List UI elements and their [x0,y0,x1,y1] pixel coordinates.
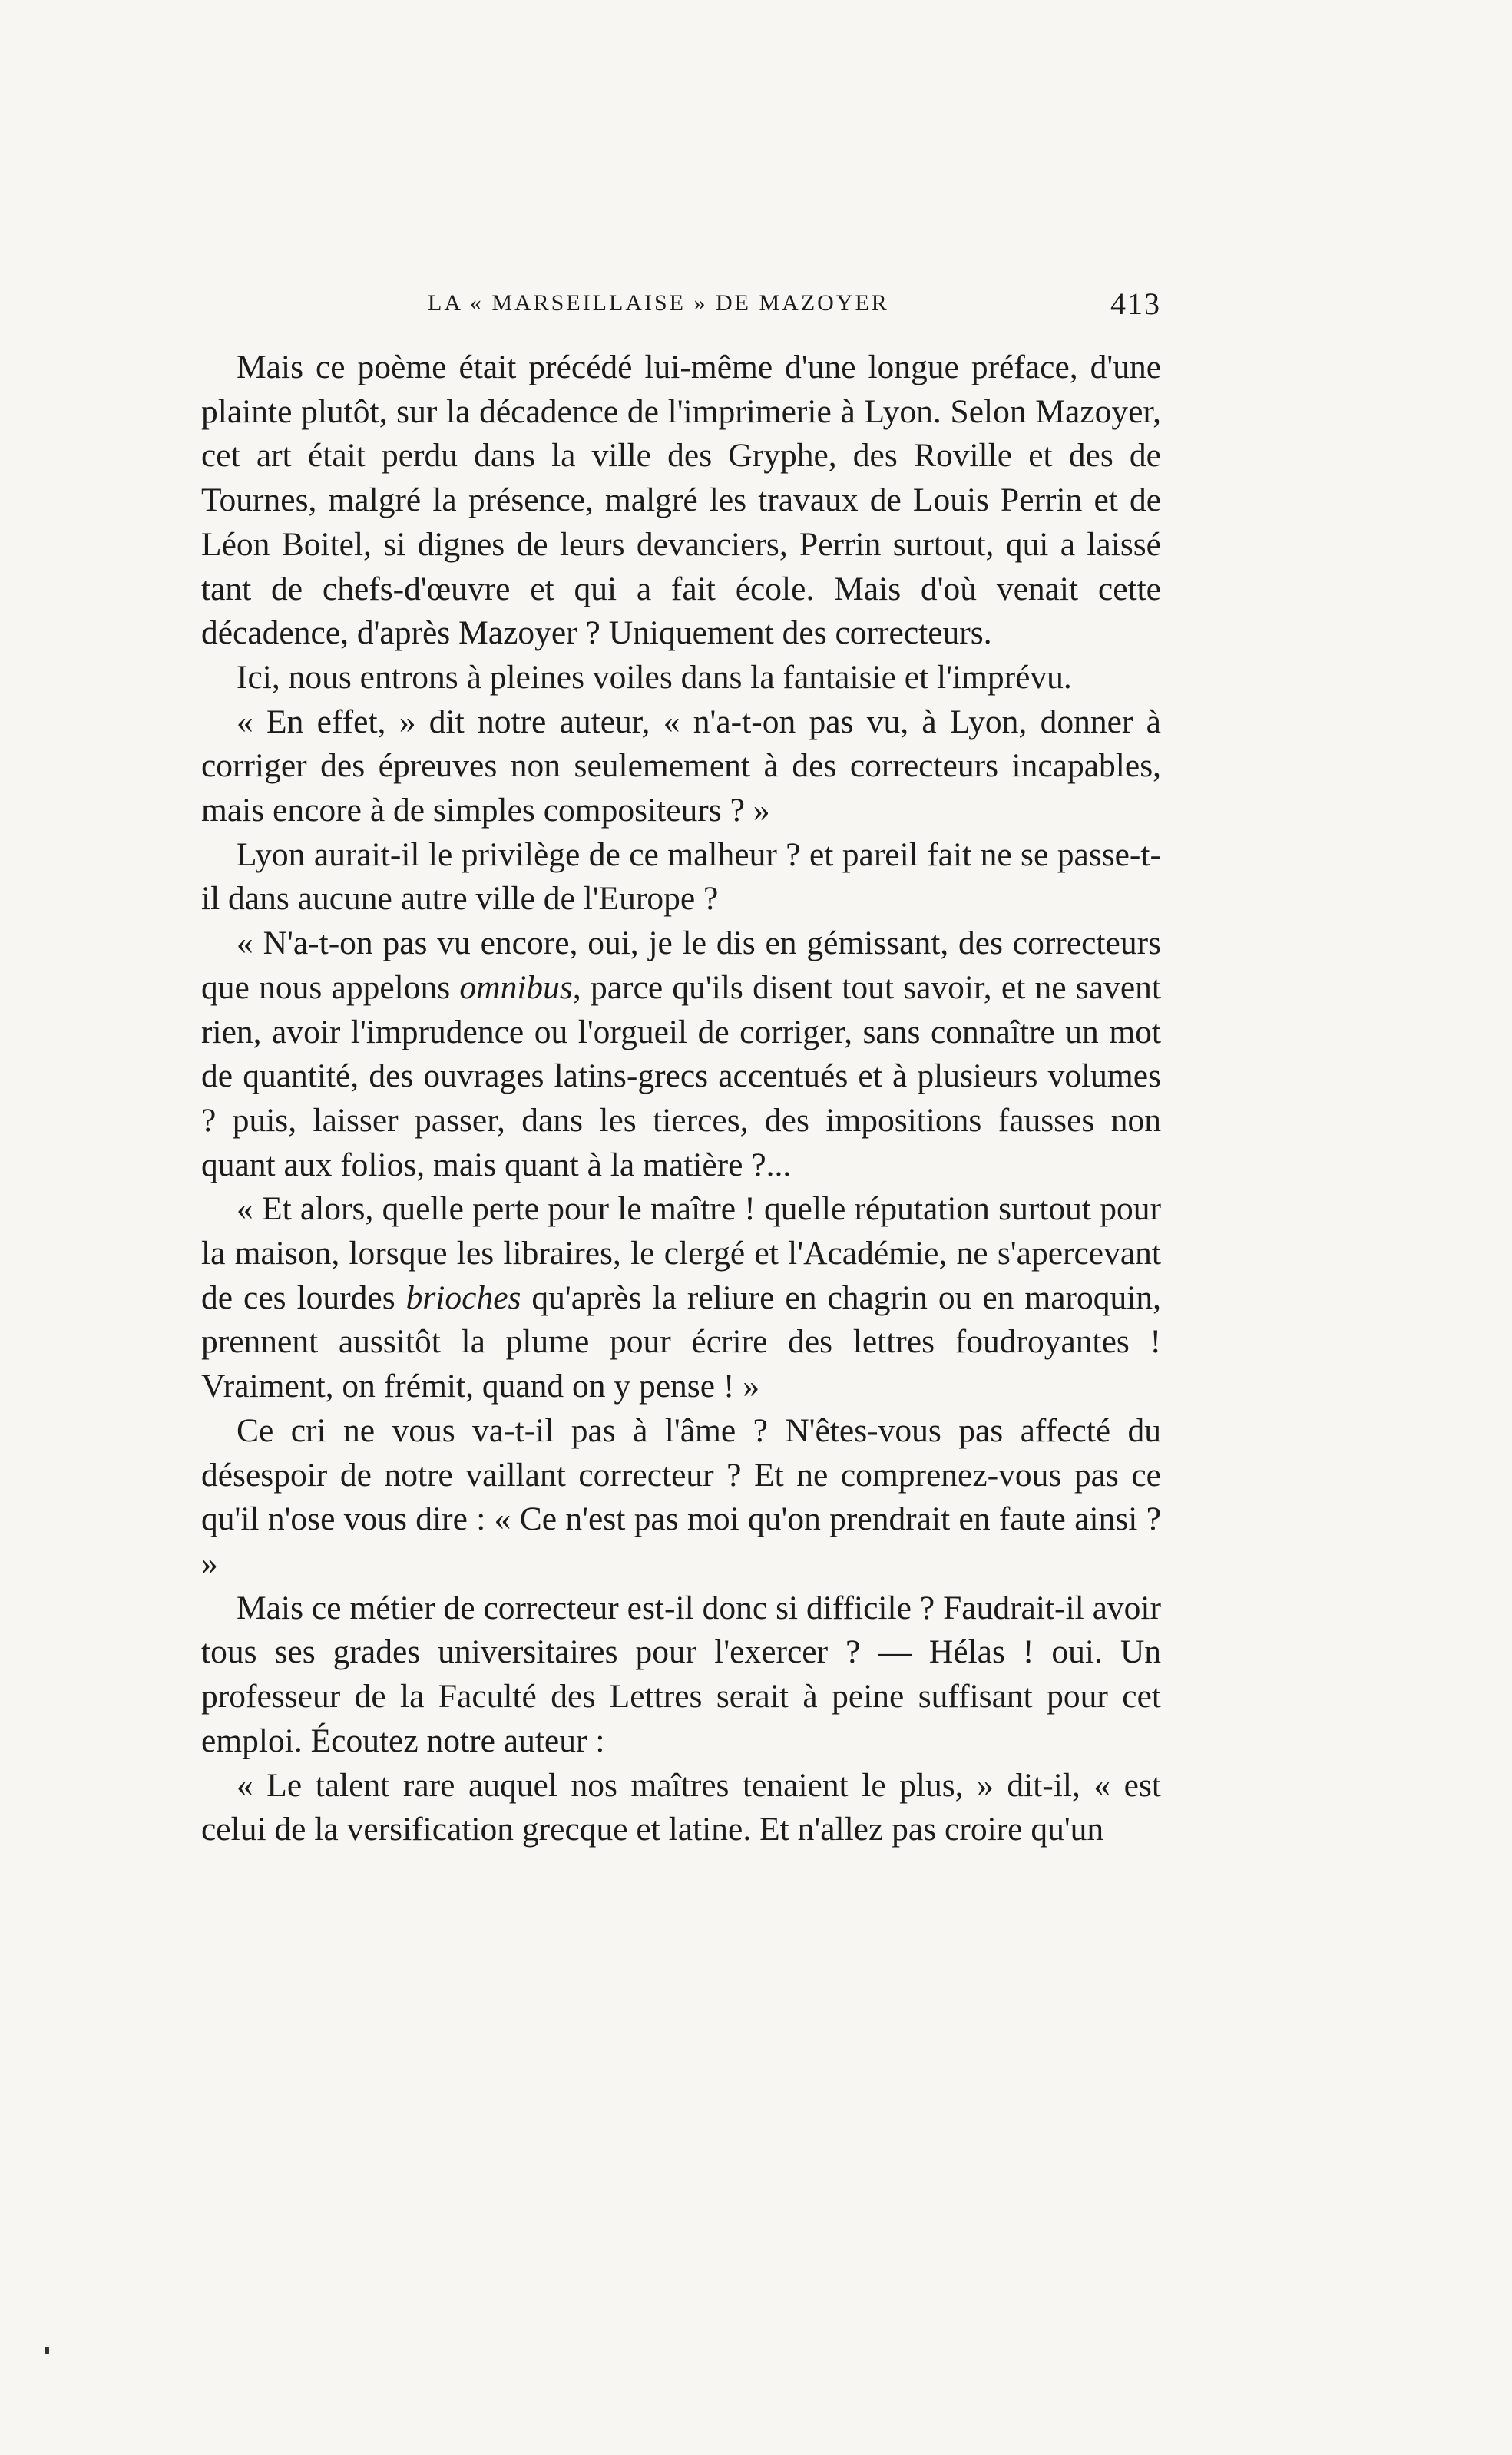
text-segment: , parce qu'ils disent tout savoir, et ne savent rien, avoir l'imprudence ou l'orgueil de corriger, sans connaître un mot de quantité, des ouvrages latins-grecs accentués et à plusieurs volumes ? puis, laisser passer, dans les tierces, des impositions fausses non quant aux folios, mais quant à la matière ?... [201,968,1161,1183]
text-segment: Lyon aurait-il le privilège de ce malheur ? et pareil fait ne se passe-t-il dans aucune autre ville de l'Europe ? [201,835,1161,918]
paragraph [201,346,1161,656]
body-text [201,346,1161,1852]
running-head [201,286,1161,332]
text-segment: Mais ce métier de correcteur est-il donc si difficile ? Faudrait-il avoir tous ses grades universitaires pour l'exercer ? — Hélas ! oui. Un professeur de la Faculté des Lettres serait à peine suffisant pour cet emploi. Écoutez notre auteur : [201,1589,1161,1759]
text-segment: « Le talent rare auquel nos maîtres tenaient le plus, » dit-il, « est celui de la versification grecque et latine. Et n'allez pas croire qu'un [201,1766,1161,1848]
running-title: LA « MARSEILLAISE » DE MAZOYER [428,290,889,316]
paragraph [201,1187,1161,1409]
text-segment: « N'a-t-on pas vu encore, oui, je le dis en gémissant, des correcteurs que nous appelons [201,925,1161,1006]
margin-speck [45,2347,49,2354]
paragraph [201,833,1161,921]
text-segment: qu'après la reliure en chagrin ou en maroquin, prennent aussitôt la plume pour écrire des lettres foudroyantes ! Vraiment, on frémit, quand on y pense ! » [201,1279,1161,1405]
text-segment: Mais ce poème était précédé lui-même d'une longue préface, d'une plainte plutôt, sur la décadence de l'imprimerie à Lyon. Selon Mazoyer, cet art était perdu dans la ville des Gryphe, des Roville et des de Tournes, malgré la présence, malgré les travaux de Louis Perrin et de Léon Boitel, si dignes de leurs devanciers, Perrin surtout, qui a laissé tant de chefs-d'œuvre et qui a fait école. Mais d'où venait cette décadence, d'après Mazoyer ? Uniquement des correcteurs. [201,349,1161,652]
text-segment: Ce cri ne vous va-t-il pas à l'âme ? N'êtes-vous pas affecté du désespoir de notre vaillant correcteur ? Et ne comprenez-vous pas ce qu'il n'ose vous dire : « Ce n'est pas moi qu'on prendrait en faute ainsi ? » [201,1411,1161,1582]
paragraph [201,1764,1161,1852]
italic-term-brioches: brioches [405,1279,521,1316]
text-segment: Ici, nous entrons à pleines voiles dans la fantaisie et l'imprévu. [237,658,1072,696]
paragraph [201,921,1161,1187]
text-segment: « En effet, » dit notre auteur, « n'a-t-on pas vu, à Lyon, donner à corriger des épreuves non seulemement à des correcteurs incapables, mais encore à de simples compositeurs ? » [201,703,1161,829]
italic-term-omnibus: omnibus [459,968,573,1006]
paragraph [201,1409,1161,1586]
paragraph [201,1586,1161,1764]
paragraph [201,700,1161,833]
paragraph [201,656,1161,700]
page-number: 413 [1110,286,1161,321]
text-segment: « Et alors, quelle perte pour le maître ! quelle réputation surtout pour la maison, lorsque les libraires, le clergé et l'Académie, ne s'apercevant de ces lourdes [201,1190,1161,1316]
